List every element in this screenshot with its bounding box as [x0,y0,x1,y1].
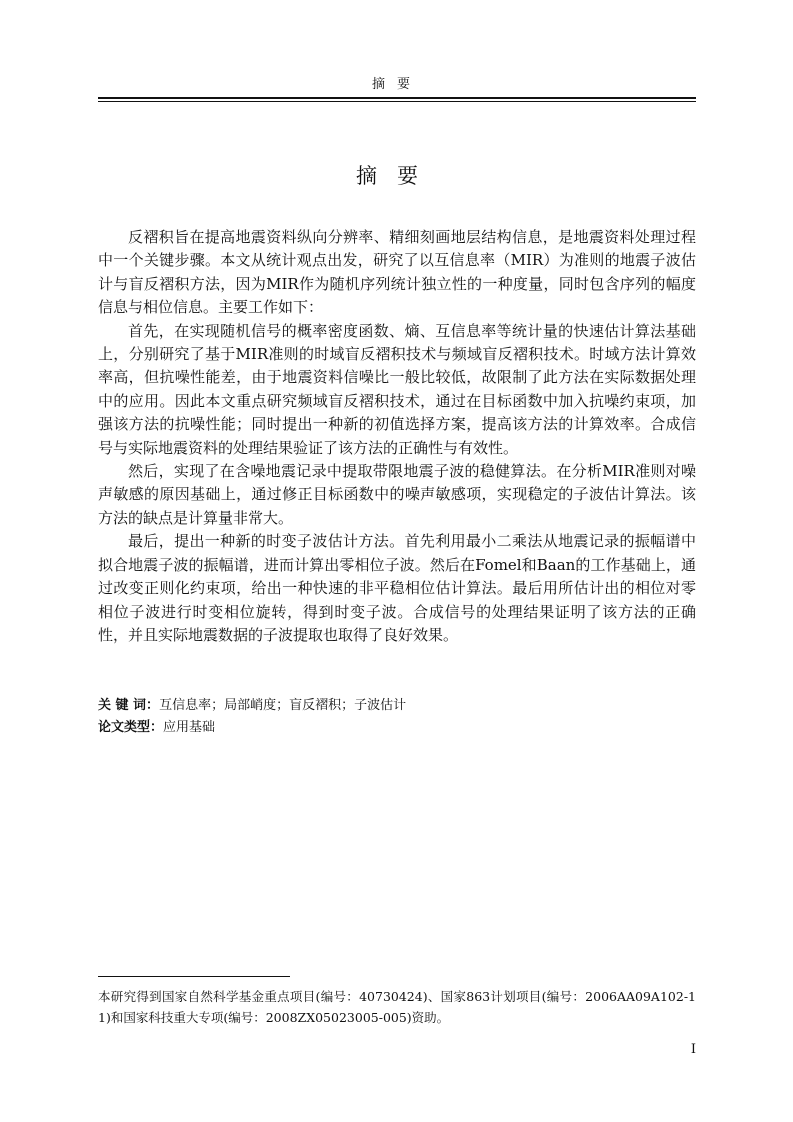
page-number: I [690,1042,696,1057]
keywords-label: 关 键 词： [98,698,160,713]
footnote-rule [98,976,290,977]
header-rule-thin [98,101,696,102]
paper-type-label: 论文类型： [98,720,164,735]
running-header: 摘要 [371,77,422,92]
paper-meta [98,695,696,739]
abstract-paragraph: 首先，在实现随机信号的概率密度函数、熵、互信息率等统计量的快速估计算法基础上，分别研究了基于MIR准则的时域盲反褶积技术与频域盲反褶积技术。时域方法计算效率高，但抗噪性能差，由于地震资料信噪比一般比较低，故限制了此方法在实际数据处理中的应用。因此本文重点研究频域盲反褶积技术，通过在目标函数中加入抗噪约束项，加强该方法的抗噪性能；同时提出一种新的初值选择方案，提高该方法的计算效率。合成信号与实际地震资料的处理结果验证了该方法的正确性与有效性。 [98,321,696,457]
paper-type-row [98,717,696,739]
abstract-body [98,226,696,647]
footnote: 本研究得到国家自然科学基金重点项目(编号：40730424)、国家863计划项目(编号：2006AA09A102-11)和国家科技重大专项(编号：2008ZX05023005-005)资助。 [98,989,696,1025]
abstract-paragraph: 反褶积旨在提高地震资料纵向分辨率、精细刻画地层结构信息，是地震资料处理过程中一个关键步骤。本文从统计观点出发，研究了以互信息率（MIR）为准则的地震子波估计与盲反褶积方法，因为MIR作为随机序列统计独立性的一种度量，同时包含序列的幅度信息与相位信息。主要工作如下： [98,228,696,317]
keywords-row [98,695,696,717]
keywords-value: 互信息率；局部峭度；盲反褶积；子波估计 [159,698,407,713]
header-rule [98,97,696,99]
paper-type-value: 应用基础 [163,720,216,735]
abstract-paragraph: 最后，提出一种新的时变子波估计方法。首先利用最小二乘法从地震记录的振幅谱中拟合地震子波的振幅谱，进而计算出零相位子波。然后在Fomel和Baan的工作基础上，通过改变正则化约束项，给出一种快速的非平稳相位估计算法。最后用所估计出的相位对零相位子波进行时变相位旋转，得到时变子波。合成信号的处理结果证明了该方法的正确性，并且实际地震数据的子波提取也取得了良好效果。 [98,532,696,644]
abstract-paragraph: 然后，实现了在含噪地震记录中提取带限地震子波的稳健算法。在分析MIR准则对噪声敏感的原因基础上，通过修正目标函数中的噪声敏感项，实现稳定的子波估计算法。该方法的缺点是计算量非常大。 [98,462,696,527]
page-title: 摘要 [356,164,438,188]
